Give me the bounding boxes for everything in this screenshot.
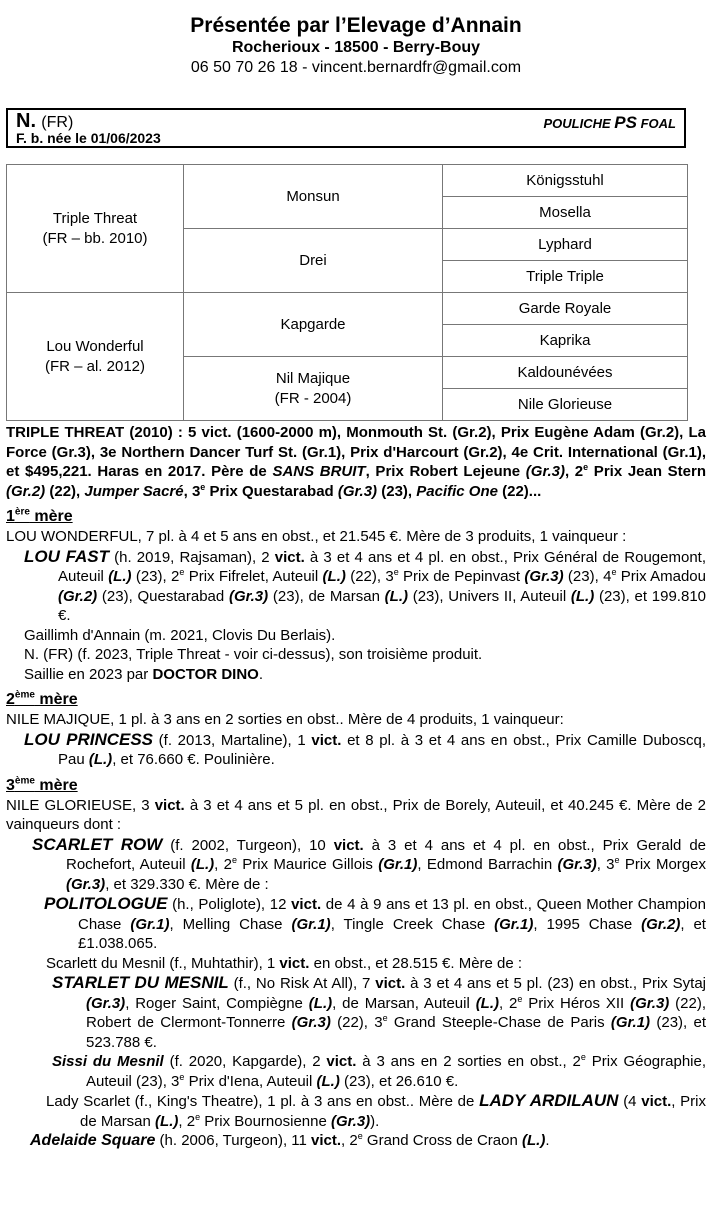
dam3-greatgrandproduct: STARLET DU MESNIL (f., No Risk At All), 7 vict. à 3 et 4 ans et 5 pl. (23) en obst., Prix Sytaj (Gr.3), Roger Saint, Compiègne (L.), de Marsan, Auteuil (L.), 2e Prix Héros XII (Gr.3) (22), Robert de Clermont-Tonnerre (Gr.3) (22), 3e Grand Steeple-Chase de Paris (Gr.1) (23), et 523.788 €. [52,973,707,1051]
dam3-product: Adelaide Square (h. 2006, Turgeon), 11 vict., 2e Grand Cross de Craon (L.). [30,1131,550,1149]
dam3-grandproduct: Scarlett du Mesnil (f., Muhtathir), 1 vict. en obst., et 28.515 €. Mère de : [46,954,523,972]
section-title-dam2: 2ème mère [6,689,78,708]
dam3-product: SCARLET ROW (f. 2002, Turgeon), 10 vict. à 3 et 4 ans et 4 pl. en obst., Prix Gerald de Rochefort, Auteuil (L.), 2e Prix Maurice Gillois (Gr.1), Edmond Barrachin (Gr.3), 3e Prix Morgex (Gr.3), et 329.330 €. Mère de : [32,834,707,893]
dam1-product: LOU FAST (h. 2019, Rajsaman), 2 vict. à 3 et 4 ans et 4 pl. en obst., Prix Général de Rougemont, Auteuil (L.) (23), 2e Prix Fifrelet, Auteuil (L.) (22), 3e Prix de Pepinvast (Gr.3) (23), 4e Prix Amadou (Gr.2) (23), Questarabad (Gr.3) (23), de Marsan (L.) (23), Univers II, Auteuil (L.) (23), et 199.810 €. [24,546,706,624]
pedigree-dam-sire: Kapgarde [184,293,443,357]
pedigree-dam: Lou Wonderful (FR – al. 2012) [7,293,184,421]
header [0,14,712,78]
section-title-dam1: 1ère mère [6,506,73,525]
pedigree-ggsire: Königsstuhl [443,165,688,197]
dam3-grandproduct: POLITOLOGUE (h., Poliglote), 12 vict. de 4 à 9 ans et 13 pl. en obst., Queen Mother Champion Chase (Gr.1), Melling Chase (Gr.1), Tingle Creek Chase (Gr.1), 1995 Chase (Gr.2), et £1.038.065. [44,894,706,952]
breeder-address: Rocherioux - 18500 - Berry-Bouy [231,39,481,56]
pedigree-ggdam: Triple Triple [443,261,688,293]
pedigree-notes [6,423,706,1151]
dam3-grandproduct: Lady Scarlet (f., King's Theatre), 1 pl. à 3 ans en obst.. Mère de LADY ARDILAUN (4 vict., Prix de Marsan (L.), 2e Prix Bournosienne (Gr.3)). [46,1091,706,1130]
dam1-intro: LOU WONDERFUL, 7 pl. à 4 et 5 ans en obst., et 21.545 €. Mère de 3 produits, 1 vainqueur : [6,528,627,545]
pedigree-sire: Triple Threat (FR – bb. 2010) [7,165,184,293]
section-title-dam3: 3ème mère [6,775,78,794]
dam1-covering: Saillie en 2023 par DOCTOR DINO. [24,665,264,683]
dam3-greatgrandproduct: Sissi du Mesnil (f. 2020, Kapgarde), 2 vict. à 3 ans en 2 sorties en obst., 2e Prix Géographie, Auteuil (23), 3e Prix d'Iena, Auteuil (L.) (23), et 26.610 €. [52,1052,706,1090]
dam2-product: LOU PRINCESS (f. 2013, Martaline), 1 vict. et 8 pl. à 3 et 4 ans en obst., Prix Camille Duboscq, Pau (L.), et 76.660 €. Poulinière. [24,729,706,768]
pedigree-ggdam: Nile Glorieuse [443,389,688,421]
pedigree-sire-dam: Drei [184,229,443,293]
birth-info: F. b. née le 01/06/2023 [16,130,161,146]
sire-paragraph: TRIPLE THREAT (2010) : 5 vict. (1600-2000 m), Monmouth St. (Gr.2), Prix Eugène Adam (Gr.2), La Force (Gr.3), 3e Northern Dancer Turf St. (Gr.1), Prix d'Harcourt (Gr.2), 4e Crit. International (Gr.1), et $495,221. Haras en 2017. Père de SANS BRUIT, Prix Robert Lejeune (Gr.3), 2e Prix Jean Stern (Gr.2) (22), Jumper Sacré, 3e Prix Questarabad (Gr.3) (23), Pacific One (22)... [6,424,707,500]
breeder-contact: 06 50 70 26 18 - vincent.bernardfr@gmail.com [190,59,522,76]
pedigree-ggsire: Garde Royale [443,293,688,325]
identity-box [6,108,686,148]
pedigree-ggsire: Lyphard [443,229,688,261]
pedigree-sire-sire: Monsun [184,165,443,229]
breeder-title: Présentée par l’Elevage d’Annain [190,14,522,37]
pedigree-ggdam: Kaprika [443,325,688,357]
pedigree-dam-dam: Nil Majique (FR - 2004) [184,357,443,421]
pedigree-table [6,164,688,421]
dam3-intro: NILE GLORIEUSE, 3 vict. à 3 et 4 ans et 5 pl. en obst., Prix de Borely, Auteuil, et 40.245 €. Mère de 2 vainqueurs dont : [6,796,706,833]
catalogue-page [0,14,712,1214]
sex-label: POULICHE PS FOAL [543,113,676,132]
horse-name: N. (FR) [16,110,74,132]
dam1-product: N. (FR) (f. 2023, Triple Threat - voir ci-dessus), son troisième produit. [24,646,483,663]
pedigree-ggdam: Mosella [443,197,688,229]
dam2-intro: NILE MAJIQUE, 1 pl. à 3 ans en 2 sorties en obst.. Mère de 4 produits, 1 vainqueur: [6,711,564,728]
dam1-product: Gaillimh d'Annain (m. 2021, Clovis Du Berlais). [24,626,336,644]
pedigree-ggsire: Kaldounévées [443,357,688,389]
